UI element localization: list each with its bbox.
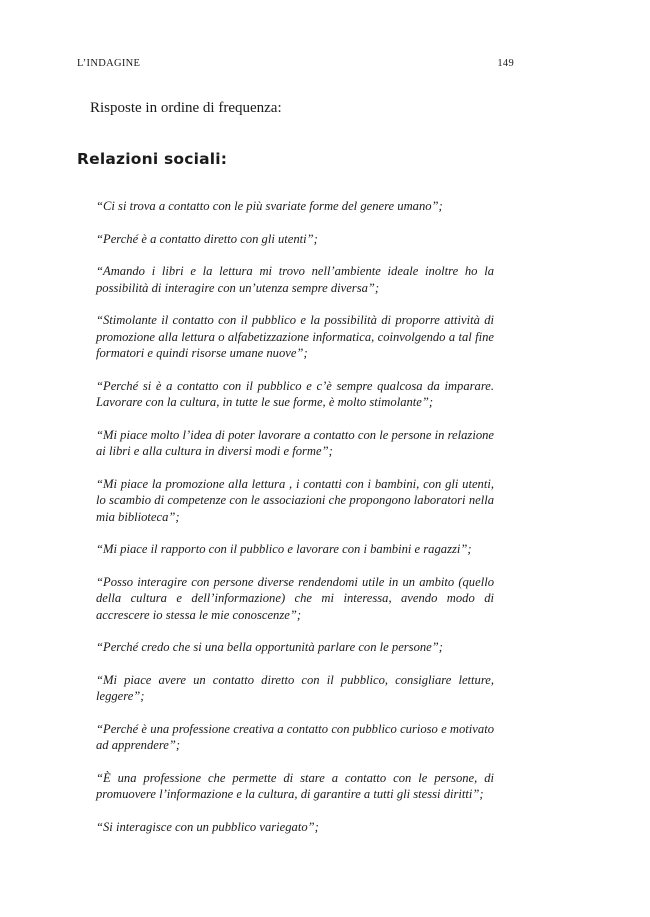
response-list <box>96 198 494 851</box>
response-item: “Perché credo che si una bella opportunità parlare con le persone”; <box>96 640 443 654</box>
response-item: “Amando i libri e la lettura mi trovo nell’ambiente ideale inoltre ho la possibilità di interagire con un’utenza sempre diversa”; <box>96 264 494 295</box>
page-number: 149 <box>497 58 514 69</box>
intro-text: Risposte in ordine di frequenza: <box>90 100 282 116</box>
section-heading: Relazioni sociali: <box>77 150 228 168</box>
response-item: “Mi piace avere un contatto diretto con il pubblico, consigliare letture, leggere”; <box>96 672 494 703</box>
response-item: “Posso interagire con persone diverse rendendomi utile in un ambito (quello della cultura e dell’informazione) che mi interessa, avendo modo di accrescere io stessa le mie conoscenze”; <box>96 574 494 622</box>
response-item: “Perché è una professione creativa a contatto con pubblico curioso e motivato ad apprendere”; <box>96 721 494 752</box>
response-item: “Ci si trova a contatto con le più svariate forme del genere umano”; <box>96 199 443 213</box>
response-item: “Mi piace molto l’idea di poter lavorare a contatto con le persone in relazione ai libri e alla cultura in diversi modi e forme”; <box>96 427 494 458</box>
response-item: “Si interagisce con un pubblico variegato”; <box>96 819 319 834</box>
response-item: “Mi piace la promozione alla lettura , i contatti con i bambini, con gli utenti, lo scambio di competenze con le associazioni che propongono laboratori nella mia biblioteca”; <box>96 476 494 524</box>
response-item: “È una professione che permette di stare a contatto con le persone, di promuovere l’informazione e la cultura, di garantire a tutti gli stessi diritti”; <box>96 770 494 801</box>
running-title: L’INDAGINE <box>77 58 141 69</box>
response-item: “Perché è a contatto diretto con gli utenti”; <box>96 231 318 246</box>
response-item: “Stimolante il contatto con il pubblico e la possibilità di proporre attività di promozione alla lettura o alfabetizzazione informatica, coinvolgendo a tal fine formatori e quindi risorse umane nuove”; <box>96 313 494 360</box>
response-item: “Perché si è a contatto con il pubblico e c’è sempre qualcosa da imparare. Lavorare con la cultura, in tutte le sue forme, è molto stimolante”; <box>96 378 494 409</box>
running-header <box>77 58 514 72</box>
response-item: “Mi piace il rapporto con il pubblico e lavorare con i bambini e ragazzi”; <box>96 542 472 556</box>
